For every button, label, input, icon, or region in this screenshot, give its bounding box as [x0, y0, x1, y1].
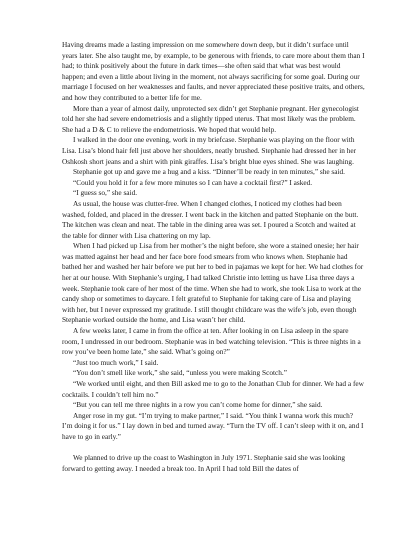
paragraph: “Just too much work,” I said.	[73, 357, 159, 367]
paragraph: I walked in the door one evening, work in my briefcase. Stephanie was playing on the floor with Lisa. Lisa’s blond hair fell just above her shoulders, neatly brushed. Stephanie had dressed her in her Oshkosh short jeans and a shirt with pink giraffes. Lisa’s bright blue eyes shined. She was laughing.	[62, 135, 357, 166]
paragraph: Having dreams made a lasting impression on me somewhere down deep, but it didn’t surface until years later. She also taught me, by example, to be generous with friends, to care more about them than I had; to think positively about the future in dark times—she often said that what was best would happen; and even a little about living in the moment, not always sacrificing for some goal. During our marriage I focused on her weaknesses and faults, and never appreciated these positive traits, and others, and how they contributed to a better life for me.	[62, 40, 365, 102]
paragraph: Anger rose in my gut. “I’m trying to make partner,” I said. “You think I wanna work this much? I’m doing it for us.” I lay down in bed and turned away. “Turn the TV off. I can’t sleep with it on, and I have to go in early.”	[62, 410, 364, 441]
paragraph: When I had picked up Lisa from her mother’s the night before, she wore a stained onesie; her hair was matted against her head and her face bore food smears from who knows when. Stephanie had bathed her and washed her hair before we put her to bed in pajamas we kept for her. We had clothes for her at our house. With Stephanie’s urging, I had talked Christie into letting us have Lisa three days a week. Stephanie took care of her most of the time. When she had to work, she took Lisa to work at the candy shop or sometimes to daycare. I felt grateful to Stephanie for taking care of Lisa and playing with her, but I never expressed my gratitude. I still thought childcare was the wife’s job, even though Stephanie worked outside the home, and Lisa wasn’t her child.	[62, 241, 364, 325]
paragraph: More than a year of almost daily, unprotected sex didn’t get Stephanie pregnant. Her gynecologist told her she had severe endometriosis and a slightly tipped uterus. That most likely was the problem. She had a D & C to relieve the endometriosis. We hoped that would help.	[62, 103, 359, 134]
paragraph: “I guess so,” she said.	[73, 188, 138, 198]
paragraph: “We worked until eight, and then Bill asked me to go to the Jonathan Club for dinner. We had a few cocktails. I couldn’t tell him no.”	[62, 379, 364, 399]
paragraph: “But you can tell me three nights in a row you can’t come home for dinner,” she said.	[73, 400, 323, 410]
book-page	[62, 40, 365, 474]
paragraph: As usual, the house was clutter-free. When I changed clothes, I noticed my clothes had been washed, folded, and placed in the dresser. I went back in the kitchen and patted Stephanie on the butt. The kitchen was clean and neat. The table in the dining area was set. I poured a Scotch and waited at the table for dinner with Lisa chattering on my lap.	[62, 198, 359, 240]
paragraph: “You don’t smell like work,” she said, “unless you were making Scotch.”	[73, 368, 287, 378]
paragraph: We planned to drive up the coast to Washington in July 1971. Stephanie said she was looking forward to getting away. I needed a break too. In April I had told Bill the dates of	[62, 453, 346, 473]
paragraph: A few weeks later, I came in from the office at ten. After looking in on Lisa asleep in the spare room, I undressed in our bedroom. Stephanie was in bed watching television. “This is three nights in a row you’ve been home late,” she said. What’s going on?”	[62, 326, 361, 357]
paragraph: Stephanie got up and gave me a hug and a kiss. “Dinner’ll be ready in ten minutes,” she said.	[73, 167, 346, 177]
paragraph: “Could you hold it for a few more minutes so I can have a cocktail first?” I asked.	[73, 177, 313, 187]
